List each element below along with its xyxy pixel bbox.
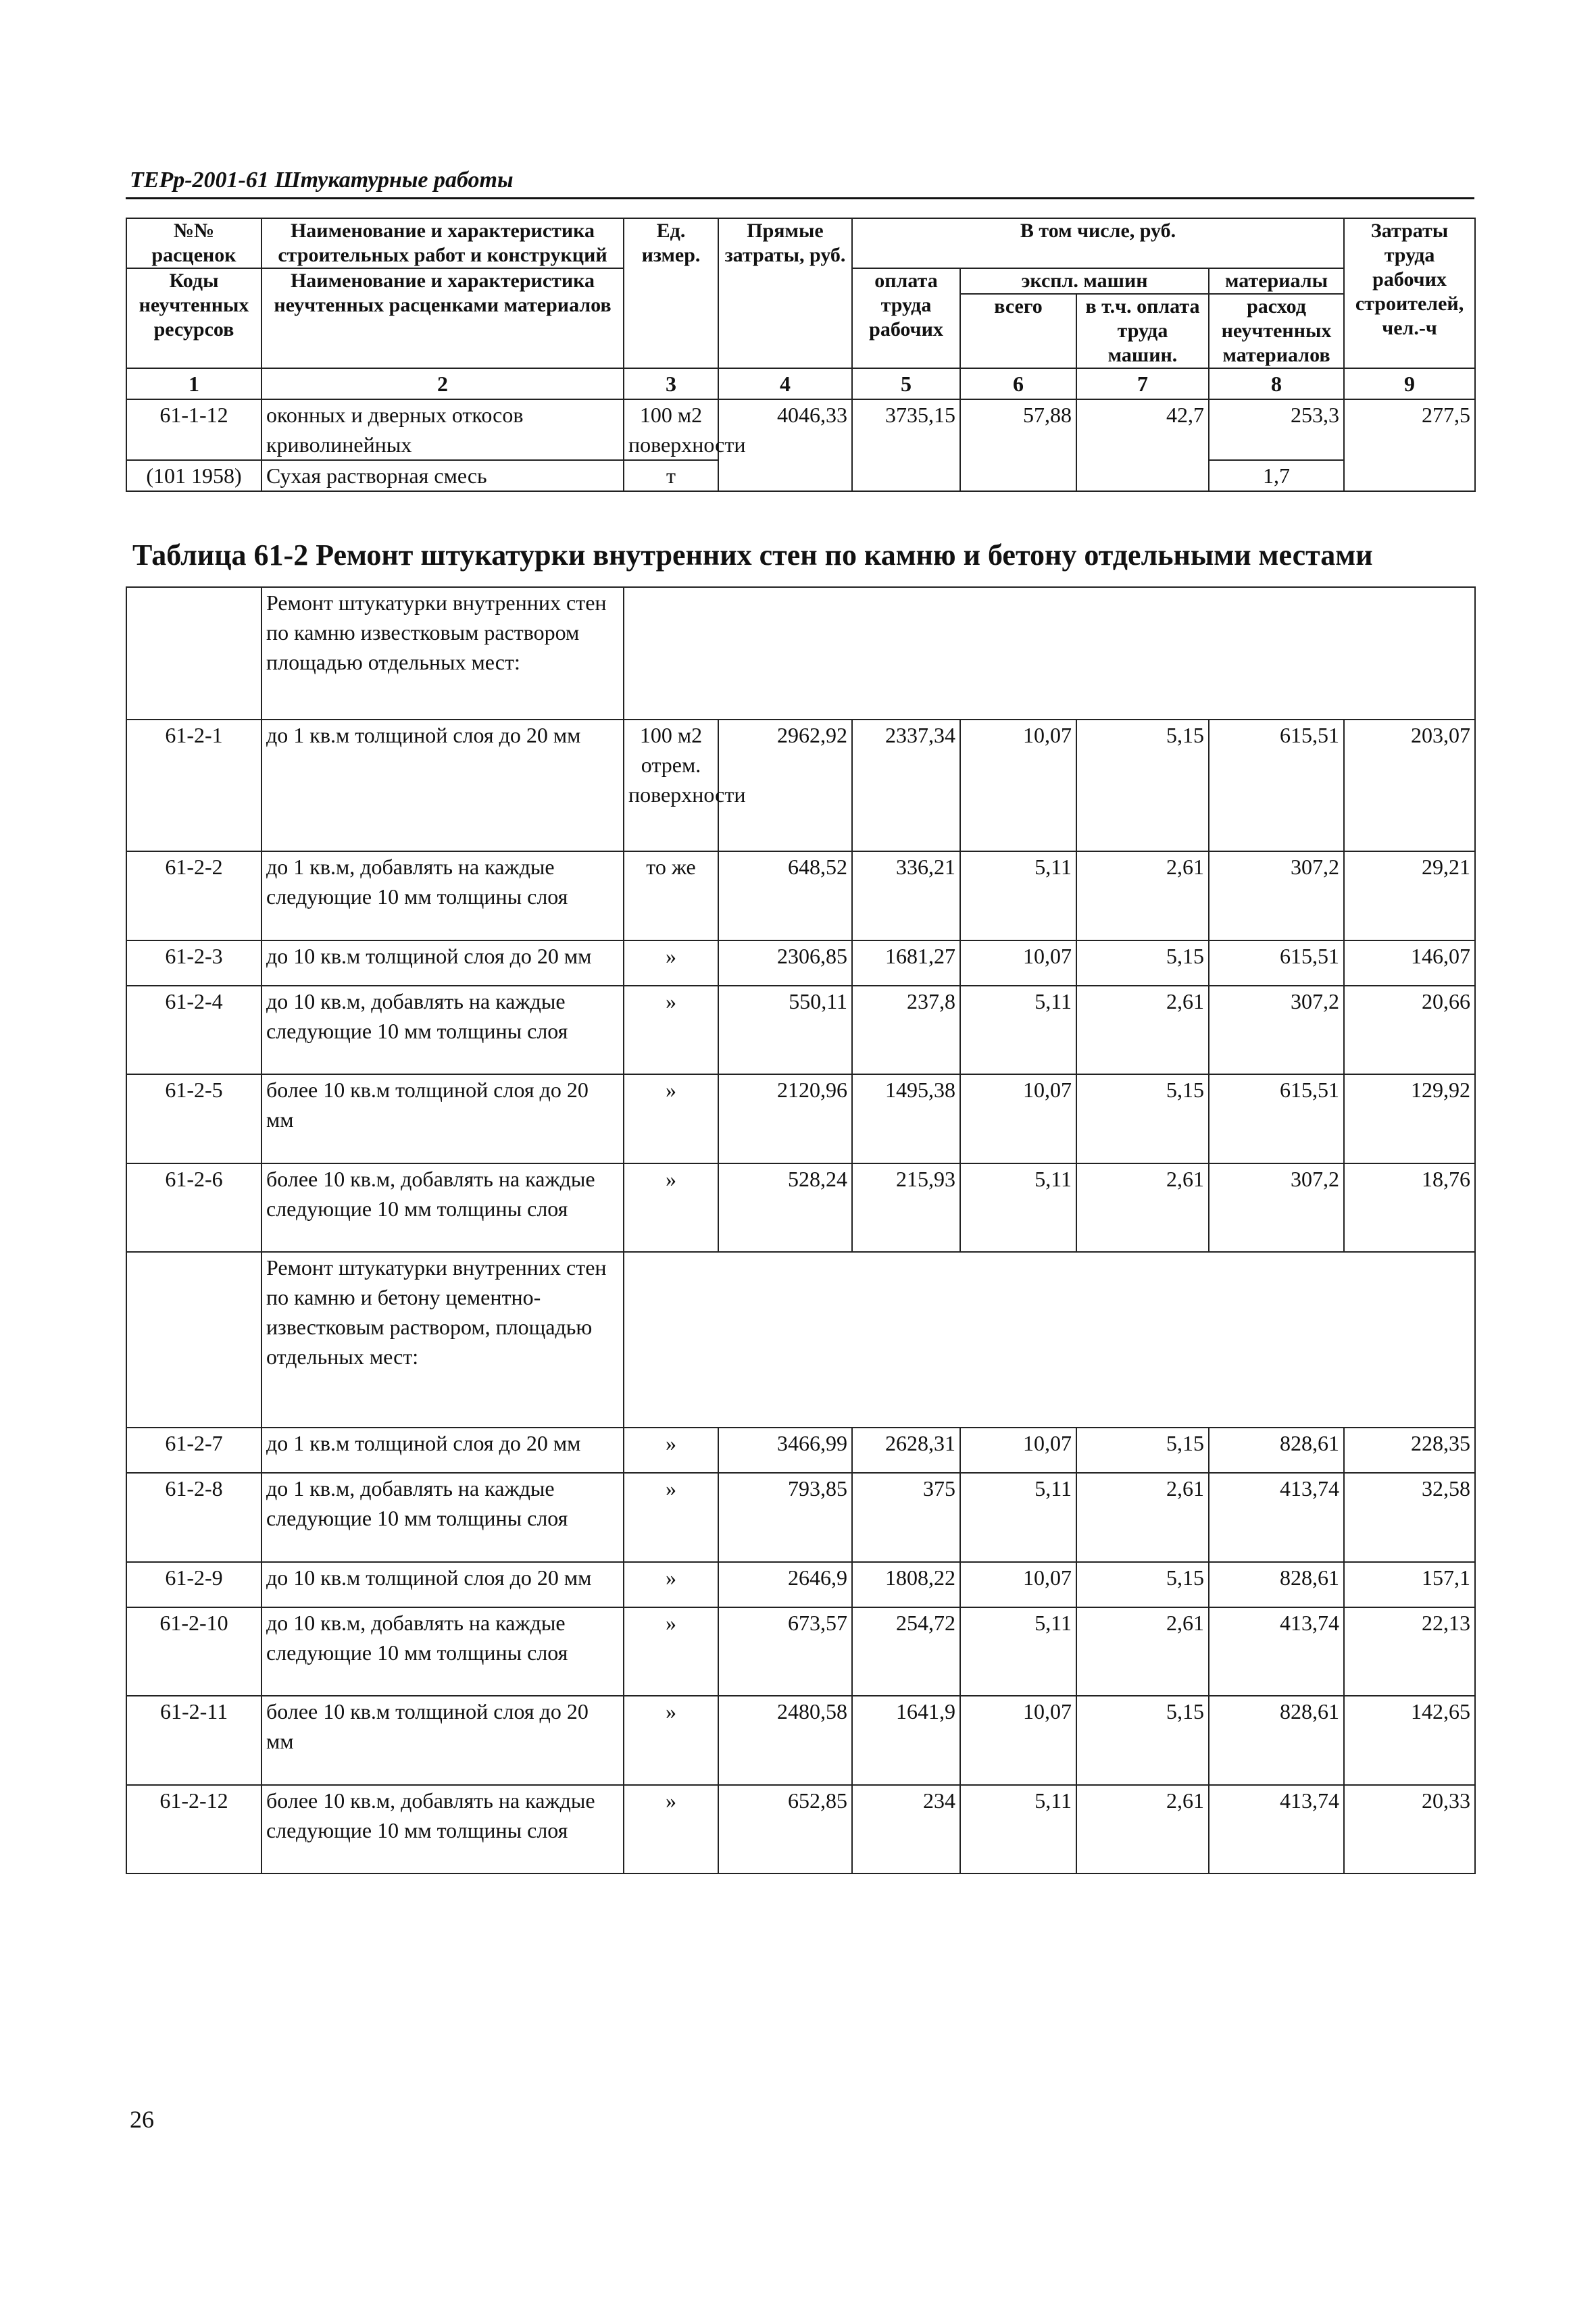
row-name: оконных и дверных откосов криволинейных xyxy=(261,399,624,460)
col-number: 3 xyxy=(624,368,718,399)
row-code: 61-2-8 xyxy=(126,1473,261,1561)
row-labor: 234 xyxy=(852,1785,960,1873)
row-unit: 100 м2 поверхности xyxy=(624,399,718,460)
row-labor: 1495,38 xyxy=(852,1074,960,1163)
row-unit: » xyxy=(624,940,718,986)
row-materials: 828,61 xyxy=(1209,1562,1344,1607)
row-unit: » xyxy=(624,1785,718,1873)
row-code: 61-2-6 xyxy=(126,1163,261,1252)
row-mach: 5,11 xyxy=(960,851,1076,940)
row-labor: 254,72 xyxy=(852,1607,960,1696)
row-unit: » xyxy=(624,986,718,1074)
row-labor: 1641,9 xyxy=(852,1696,960,1784)
row-hours: 22,13 xyxy=(1344,1607,1475,1696)
row-mach-labor: 2,61 xyxy=(1076,1163,1209,1252)
row-unit: » xyxy=(624,1074,718,1163)
row-labor: 375 xyxy=(852,1473,960,1561)
row-materials: 615,51 xyxy=(1209,1074,1344,1163)
row-labor: 2337,34 xyxy=(852,720,960,852)
row-name: до 1 кв.м толщиной слоя до 20 мм xyxy=(261,720,624,852)
row-direct: 4046,33 xyxy=(718,399,852,491)
row-mach: 10,07 xyxy=(960,940,1076,986)
table-row xyxy=(126,940,1475,986)
row-labor: 237,8 xyxy=(852,986,960,1074)
row-direct: 528,24 xyxy=(718,1163,852,1252)
col-number: 4 xyxy=(718,368,852,399)
row-mach-labor: 2,61 xyxy=(1076,986,1209,1074)
row-materials: 307,2 xyxy=(1209,986,1344,1074)
row-unit: » xyxy=(624,1473,718,1561)
row-mach-labor: 2,61 xyxy=(1076,1607,1209,1696)
table-row xyxy=(126,1473,1475,1561)
col-number: 7 xyxy=(1076,368,1209,399)
res-unit: т xyxy=(624,460,718,491)
row-name: более 10 кв.м толщиной слоя до 20 мм xyxy=(261,1074,624,1163)
row-name: до 1 кв.м, добавлять на каждые следующие 10 мм толщины слоя xyxy=(261,851,624,940)
row-direct: 793,85 xyxy=(718,1473,852,1561)
table-row xyxy=(126,1607,1475,1696)
row-materials: 307,2 xyxy=(1209,1163,1344,1252)
col-number: 1 xyxy=(126,368,261,399)
row-code: 61-2-11 xyxy=(126,1696,261,1784)
row-unit: то же xyxy=(624,851,718,940)
res-code: (101 1958) xyxy=(126,460,261,491)
row-labor: 215,93 xyxy=(852,1163,960,1252)
row-name: до 10 кв.м, добавлять на каждые следующие 10 мм толщины слоя xyxy=(261,1607,624,1696)
row-code: 61-2-9 xyxy=(126,1562,261,1607)
row-mach: 10,07 xyxy=(960,720,1076,852)
row-direct: 673,57 xyxy=(718,1607,852,1696)
col-hours: Затраты труда рабочих строителей, чел.-ч xyxy=(1344,218,1475,368)
row-name: до 10 кв.м толщиной слоя до 20 мм xyxy=(261,1562,624,1607)
row-name: до 1 кв.м толщиной слоя до 20 мм xyxy=(261,1428,624,1473)
header-table xyxy=(126,218,1476,492)
row-materials: 615,51 xyxy=(1209,940,1344,986)
row-mach-labor: 2,61 xyxy=(1076,1785,1209,1873)
row-direct: 652,85 xyxy=(718,1785,852,1873)
col-mach-labor: в т.ч. оплата труда машин. xyxy=(1076,294,1209,368)
row-direct: 550,11 xyxy=(718,986,852,1074)
row-mach: 10,07 xyxy=(960,1428,1076,1473)
col-mat-expense: расход неучтенных материалов xyxy=(1209,294,1344,368)
row-code: 61-2-1 xyxy=(126,720,261,852)
row-materials: 828,61 xyxy=(1209,1428,1344,1473)
row-name: более 10 кв.м, добавлять на каждые следующие 10 мм толщины слоя xyxy=(261,1163,624,1252)
header-rule xyxy=(126,197,1474,199)
table-row xyxy=(126,1562,1475,1607)
row-mach-labor: 5,15 xyxy=(1076,1074,1209,1163)
row-mach: 5,11 xyxy=(960,1163,1076,1252)
row-mach: 5,11 xyxy=(960,1785,1076,1873)
row-mach: 10,07 xyxy=(960,1074,1076,1163)
row-materials: 828,61 xyxy=(1209,1696,1344,1784)
row-direct: 648,52 xyxy=(718,851,852,940)
group-filler xyxy=(624,1252,1475,1428)
row-hours: 157,1 xyxy=(1344,1562,1475,1607)
row-name: до 10 кв.м толщиной слоя до 20 мм xyxy=(261,940,624,986)
col-code-bottom: Коды неучтенных ресурсов xyxy=(126,268,261,368)
row-mach: 5,11 xyxy=(960,986,1076,1074)
row-code: 61-2-7 xyxy=(126,1428,261,1473)
row-direct: 2480,58 xyxy=(718,1696,852,1784)
col-unit: Ед. измер. xyxy=(624,218,718,368)
row-mach-labor: 42,7 xyxy=(1076,399,1209,491)
col-code-top: №№ расценок xyxy=(126,218,261,268)
col-group: В том числе, руб. xyxy=(852,218,1344,268)
row-code: 61-2-3 xyxy=(126,940,261,986)
table-row xyxy=(126,1696,1475,1784)
row-hours: 20,33 xyxy=(1344,1785,1475,1873)
col-number: 9 xyxy=(1344,368,1475,399)
row-hours: 228,35 xyxy=(1344,1428,1475,1473)
row-unit: » xyxy=(624,1163,718,1252)
row-direct: 2306,85 xyxy=(718,940,852,986)
row-name: более 10 кв.м, добавлять на каждые следующие 10 мм толщины слоя xyxy=(261,1785,624,1873)
row-labor: 336,21 xyxy=(852,851,960,940)
row-code: 61-2-4 xyxy=(126,986,261,1074)
row-mach-labor: 2,61 xyxy=(1076,1473,1209,1561)
row-mach-labor: 2,61 xyxy=(1076,851,1209,940)
res-name: Сухая растворная смесь xyxy=(261,460,624,491)
row-hours: 20,66 xyxy=(1344,986,1475,1074)
row-mach-labor: 5,15 xyxy=(1076,1696,1209,1784)
row-unit: » xyxy=(624,1696,718,1784)
table-row xyxy=(126,851,1475,940)
row-mach: 10,07 xyxy=(960,1696,1076,1784)
row-code: 61-2-2 xyxy=(126,851,261,940)
col-mach-total: всего xyxy=(960,294,1076,368)
group-title-row xyxy=(126,587,1475,720)
row-unit: » xyxy=(624,1428,718,1473)
row-unit: » xyxy=(624,1607,718,1696)
table-row xyxy=(126,1785,1475,1873)
row-materials: 413,74 xyxy=(1209,1607,1344,1696)
row-mach-labor: 5,15 xyxy=(1076,1562,1209,1607)
col-number: 5 xyxy=(852,368,960,399)
row-unit: » xyxy=(624,1562,718,1607)
row-materials: 253,3 xyxy=(1209,399,1344,460)
row-materials: 413,74 xyxy=(1209,1785,1344,1873)
row-name: до 10 кв.м, добавлять на каждые следующие 10 мм толщины слоя xyxy=(261,986,624,1074)
table-row xyxy=(126,1163,1475,1252)
row-labor: 1808,22 xyxy=(852,1562,960,1607)
row-hours: 146,07 xyxy=(1344,940,1475,986)
group-title-row xyxy=(126,1252,1475,1428)
table-row xyxy=(126,1428,1475,1473)
col-labor: оплата труда рабочих xyxy=(852,268,960,368)
row-materials: 307,2 xyxy=(1209,851,1344,940)
row-labor: 3735,15 xyxy=(852,399,960,491)
col-number: 6 xyxy=(960,368,1076,399)
row-direct: 3466,99 xyxy=(718,1428,852,1473)
col-number: 8 xyxy=(1209,368,1344,399)
table-row xyxy=(126,399,1475,460)
row-hours: 142,65 xyxy=(1344,1696,1475,1784)
row-name: до 1 кв.м, добавлять на каждые следующие 10 мм толщины слоя xyxy=(261,1473,624,1561)
page-number: 26 xyxy=(130,2106,154,2133)
row-code: 61-1-12 xyxy=(126,399,261,460)
row-mach: 57,88 xyxy=(960,399,1076,491)
row-labor: 1681,27 xyxy=(852,940,960,986)
group-filler xyxy=(624,587,1475,720)
table-row xyxy=(126,986,1475,1074)
group-code-cell xyxy=(126,587,261,720)
row-hours: 32,58 xyxy=(1344,1473,1475,1561)
col-name-bottom: Наименование и характеристика неучтенных расценками материалов xyxy=(261,268,624,368)
res-qty: 1,7 xyxy=(1209,460,1344,491)
group-code-cell xyxy=(126,1252,261,1428)
row-hours: 277,5 xyxy=(1344,399,1475,491)
row-hours: 129,92 xyxy=(1344,1074,1475,1163)
row-mach: 5,11 xyxy=(960,1473,1076,1561)
row-hours: 203,07 xyxy=(1344,720,1475,852)
row-unit: 100 м2 отрем. поверхности xyxy=(624,720,718,852)
row-labor: 2628,31 xyxy=(852,1428,960,1473)
row-direct: 2120,96 xyxy=(718,1074,852,1163)
row-hours: 29,21 xyxy=(1344,851,1475,940)
col-direct: Прямые затраты, руб. xyxy=(718,218,852,368)
row-code: 61-2-12 xyxy=(126,1785,261,1873)
row-mach-labor: 5,15 xyxy=(1076,940,1209,986)
group-title: Ремонт штукатурки внутренних стен по камню известковым раствором площадью отдельных мест: xyxy=(261,587,624,720)
table-row xyxy=(126,1074,1475,1163)
row-name: более 10 кв.м толщиной слоя до 20 мм xyxy=(261,1696,624,1784)
col-machines: экспл. машин xyxy=(960,268,1209,294)
row-code: 61-2-10 xyxy=(126,1607,261,1696)
row-materials: 413,74 xyxy=(1209,1473,1344,1561)
row-mach: 10,07 xyxy=(960,1562,1076,1607)
row-mach: 5,11 xyxy=(960,1607,1076,1696)
table-caption: Таблица 61-2 Ремонт штукатурки внутренних стен по камню и бетону отдельными местами xyxy=(132,538,1373,572)
row-hours: 18,76 xyxy=(1344,1163,1475,1252)
running-head: ТЕРр-2001-61 Штукатурные работы xyxy=(130,168,514,193)
table-row xyxy=(126,720,1475,852)
rates-table xyxy=(126,586,1476,1874)
row-materials: 615,51 xyxy=(1209,720,1344,852)
row-code: 61-2-5 xyxy=(126,1074,261,1163)
col-name-top: Наименование и характеристика строительных работ и конструкций xyxy=(261,218,624,268)
group-title: Ремонт штукатурки внутренних стен по камню и бетону цементно-известковым раствором, площадью отдельных мест: xyxy=(261,1252,624,1428)
col-materials: материалы xyxy=(1209,268,1344,294)
row-mach-labor: 5,15 xyxy=(1076,720,1209,852)
row-direct: 2962,92 xyxy=(718,720,852,852)
row-mach-labor: 5,15 xyxy=(1076,1428,1209,1473)
col-number: 2 xyxy=(261,368,624,399)
row-direct: 2646,9 xyxy=(718,1562,852,1607)
